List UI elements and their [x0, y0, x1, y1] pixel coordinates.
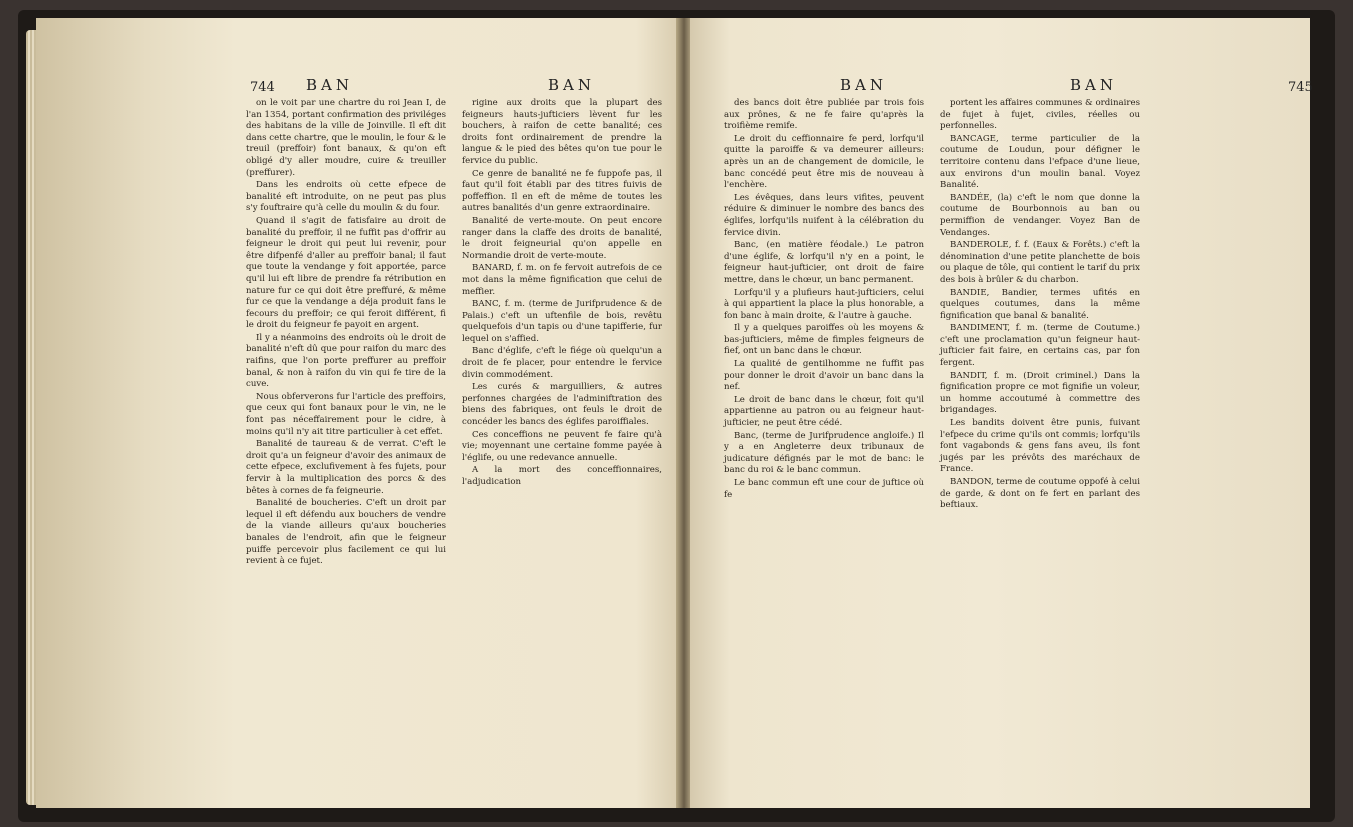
paragraph: Il y a néanmoins des endroits où le droit de banalité n'eft dû que pour raifon du marc des raifins, que l'on porte preffurer au preffoir banal, & non à raifon du vin qui fe tire de la cuve. [246, 332, 446, 390]
paragraph: BANCAGE, terme particulier de la coutume de Loudun, pour défigner le territoire contenu dans l'efpace d'une lieue, aux environs d'un moulin banal. Voyez Banalité. [940, 133, 1140, 191]
left-column-1 [246, 98, 446, 569]
paragraph: BANDIT, f. m. (Droit criminel.) Dans la fignification propre ce mot fignifie un voleur, un homme accoutumé à commettre des brigandages. [940, 370, 1140, 416]
paragraph: Le banc commun eft une cour de juftice où fe [724, 478, 924, 500]
left-header-right: BAN [548, 76, 595, 94]
right-column-1 [724, 98, 924, 513]
paragraph: BANC, f. m. (terme de Jurifprudence & de Palais.) c'eft un uftenfile de bois, revêtu quelquefois d'un tapis ou d'une tapifferie, fur lequel on s'affied. [462, 299, 662, 344]
paragraph: Banc d'églife, c'eft le fiége où quelqu'un a droit de fe placer, pour entendre le fervice divin commodément. [462, 346, 662, 380]
paragraph: Le droit du ceffionnaire fe perd, lorfqu'il quitte la paroiffe & va demeurer ailleurs: après un an de changement de domicile, le banc concédé peut être mis de nouveau à l'enchère. [724, 133, 924, 191]
right-header-left: BAN [840, 76, 887, 94]
paragraph: Dans les endroits où cette efpece de banalité eft introduite, on ne peut pas plus s'y fouftraire qu'à celle du moulin & du four. [246, 180, 446, 214]
paragraph: Quand il s'agit de fatisfaire au droit de banalité du preffoir, il ne fuffit pas d'offrir au feigneur le droit qui peut lui revenir, pour être difpenfé d'aller au preffoir banal; il faut que toute la vendange y foit apportée, parce qu'il lui eft libre de prendre fa rétribution en nature fur ce qui doit être preffuré, & même fur ce que la vendange a déja produit fans le fecours du preffoir; ce qui feroit différent, fi le droit du feigneur fe payoit en argent. [246, 215, 446, 331]
paragraph: Lorfqu'il y a plufieurs haut-jufticiers, celui à qui appartient la place la plus honorable, a fon banc à main droite, & l'autre à gauche. [724, 287, 924, 321]
paragraph: Nous obferverons fur l'article des preffoirs, que ceux qui font banaux pour le vin, ne le font pas néceffairement pour le cidre, à moins qu'il n'y ait titre particulier à cet effet. [246, 391, 446, 437]
paragraph: Banalité de taureau & de verrat. C'eft le droit qu'a un feigneur d'avoir des animaux de cette efpece, exclufivement à fes fujets, pour fervir à la multiplication des porcs & des bêtes à cornes de fa feigneurie. [246, 439, 446, 496]
paragraph: des bancs doit être publiée par trois fois aux prônes, & ne fe faire qu'après la troifième remife. [724, 98, 924, 132]
right-header-right: BAN [1070, 76, 1117, 94]
right-page-number: 745 [1288, 80, 1313, 95]
paragraph: Banalité de verte-moute. On peut encore ranger dans la claffe des droits de banalité, le droit feigneurial qu'on appelle en Normandie droit de verte-moute. [462, 215, 662, 261]
paragraph: Banalité de boucheries. C'eft un droit par lequel il eft défendu aux bouchers de vendre de la viande ailleurs qu'aux boucheries banales de l'endroit, afin que le feigneur puiffe percevoir plus facilement ce qui lui revient à ce fujet. [246, 498, 446, 567]
right-columns [724, 98, 1140, 513]
paragraph: BANDON, terme de coutume oppofé à celui de garde, & dont on fe fert en parlant des beftiaux. [940, 477, 1140, 511]
paragraph: portent les affaires communes & ordinaires de fujet à fujet, civiles, réelles ou perfonnelles. [940, 98, 1140, 132]
paragraph: BANDEROLE, f. f. (Eaux & Forêts.) c'eft la dénomination d'une petite planchette de bois ou plaque de tôle, qui contient le tarif du prix des bois à brûler & du charbon. [940, 240, 1140, 285]
paragraph: Les évêques, dans leurs vifites, peuvent réduire & diminuer le nombre des bancs des églifes, lorfqu'ils nuifent à la célébration du fervice divin. [724, 192, 924, 238]
paragraph: on le voit par une chartre du roi Jean I, de l'an 1354, portant confirmation des priviléges des habitans de la ville de Joinville. Il eft dit dans cette chartre, que le moulin, le four & le treuil (preffoir) font banaux, & qu'on eft obligé d'y aller moudre, cuire & treuiller (preffurer). [246, 98, 446, 178]
paragraph: BANARD, f. m. on fe fervoit autrefois de ce mot dans la même fignification que celui de meffier. [462, 263, 662, 297]
right-column-2 [940, 98, 1140, 513]
left-header-left: BAN [306, 76, 353, 94]
paragraph: Banc, (terme de Jurifprudence angloife.) Il y a en Angleterre deux tribunaux de judicature défignés par le mot de banc: le banc du roi & le banc commun. [724, 430, 924, 476]
paragraph: Banc, (en matière féodale.) Le patron d'une églife, & lorfqu'il n'y en a point, le feigneur haut-jufticier, ont droit de faire mettre, dans le chœur, un banc permanent. [724, 240, 924, 285]
left-column-2 [462, 98, 662, 569]
paragraph: BANDIE, Bandier, termes ufités en quelques coutumes, dans la même fignification que banal & banalité. [940, 287, 1140, 321]
paragraph: A la mort des conceffionnaires, l'adjudication [462, 465, 662, 487]
paragraph: rigine aux droits que la plupart des feigneurs hauts-jufticiers lèvent fur les bouchers, à raifon de cette banalité; ces droits font ordinairement de prendre la langue & le pied des bêtes qu'on tue pour le fervice du public. [462, 98, 662, 166]
left-columns [246, 98, 662, 569]
paragraph: Ce genre de banalité ne fe fuppofe pas, il faut qu'il foit établi par des titres fuivis de poffeffion. Il en eft de même de toutes les autres banalités d'un genre extraordinaire. [462, 168, 662, 214]
paragraph: Les bandits doivent être punis, fuivant l'efpece du crime qu'ils ont commis; lorfqu'ils font vagabonds & gens fans aveu, ils font jugés par les prévôts des maréchaux de France. [940, 418, 1140, 475]
paragraph: Les curés & marguilliers, & autres perfonnes chargées de l'adminiftration des biens des fabriques, ont feuls le droit de concéder les bancs des églifes paroiffiales. [462, 382, 662, 428]
paragraph: Il y a quelques paroiffes où les moyens & bas-jufticiers, même de fimples feigneurs de fief, ont un banc dans le chœur. [724, 323, 924, 357]
paragraph: La qualité de gentilhomme ne fuffit pas pour donner le droit d'avoir un banc dans la nef. [724, 359, 924, 393]
left-page-number: 744 [250, 80, 275, 95]
paragraph: Le droit de banc dans le chœur, foit qu'il appartienne au patron ou au feigneur haut-jufticier, ne peut être cédé. [724, 394, 924, 429]
paragraph: BANDIMENT, f. m. (terme de Coutume.) c'eft une proclamation qu'un feigneur haut-jufticier fait faire, en certains cas, par fon fergent. [940, 323, 1140, 369]
paragraph: BANDÉE, (la) c'eft le nom que donne la coutume de Bourbonnois au ban ou permiffion de vendanger. Voyez Ban de Vendanges. [940, 192, 1140, 238]
paragraph: Ces conceffions ne peuvent fe faire qu'à vie; moyennant une certaine fomme payée à l'églife, ou une redevance annuelle. [462, 429, 662, 463]
book [18, 10, 1335, 822]
